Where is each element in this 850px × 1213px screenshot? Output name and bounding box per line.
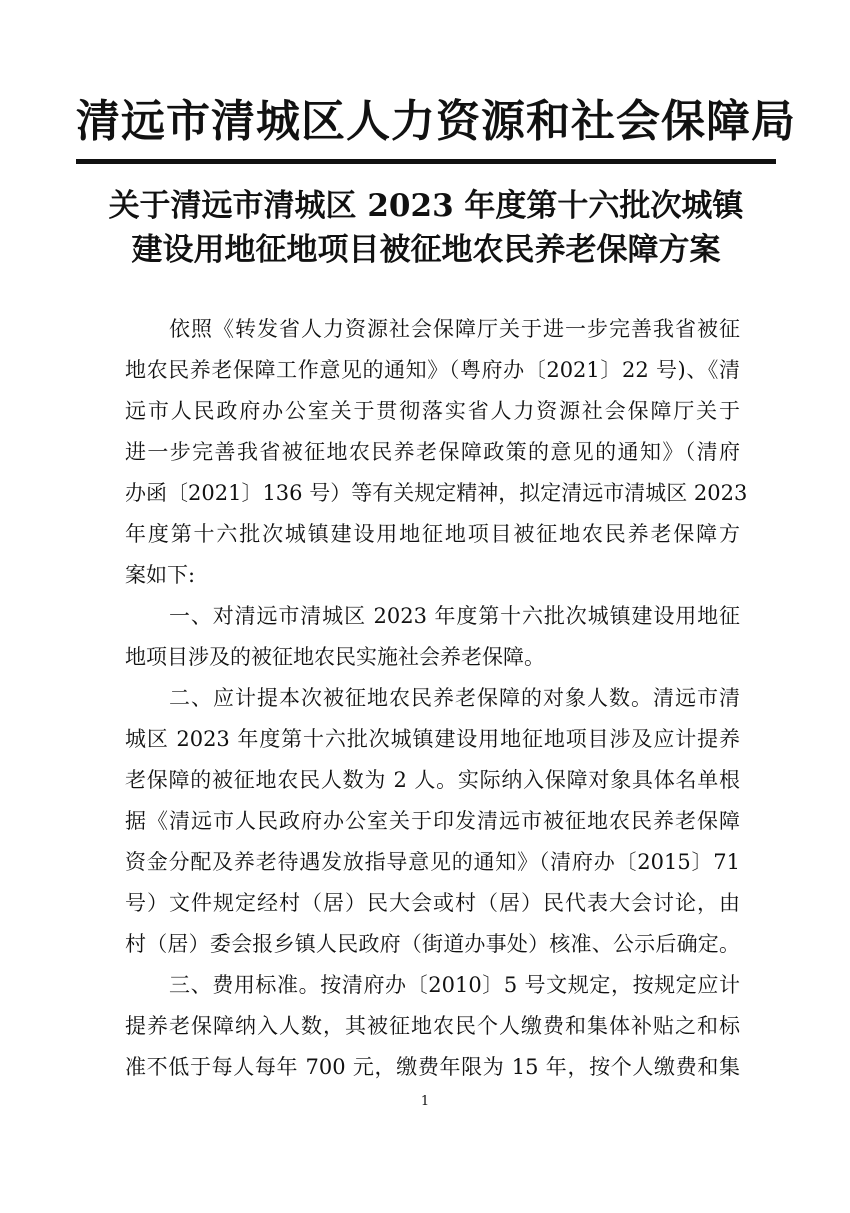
body-line: 年度第十六批次城镇建设用地征地项目被征地农民养老保障方 [125, 522, 740, 546]
body-line: 据《清远市人民政府办公室关于印发清远市被征地农民养老保障 [125, 809, 740, 833]
body-line: 村（居）委会报乡镇人民政府（街道办事处）核准、公示后确定。 [125, 932, 740, 956]
agency-letterhead: 清远市清城区人力资源和社会保障局 [76, 96, 796, 147]
body-line: 远市人民政府办公室关于贯彻落实省人力资源社会保障厅关于 [125, 399, 740, 423]
body-line: 地项目涉及的被征地农民实施社会养老保障。 [125, 645, 545, 669]
title-line-2: 建设用地征地项目被征地农民养老保障方案 [131, 232, 721, 268]
body-line: 案如下: [125, 563, 196, 587]
body-line: 办函〔2021〕136 号）等有关规定精神，拟定清远市清城区 2023 [125, 481, 748, 505]
body-line: 三、费用标准。按清府办〔2010〕5 号文规定，按规定应计 [169, 973, 740, 997]
body-line: 城区 2023 年度第十六批次城镇建设用地征地项目涉及应计提养 [125, 727, 740, 751]
body-line: 依照《转发省人力资源社会保障厅关于进一步完善我省被征 [169, 317, 740, 341]
body-line: 号）文件规定经村（居）民大会或村（居）民代表大会讨论，由 [125, 891, 740, 915]
page-number: 1 [420, 1094, 430, 1109]
document-title [76, 184, 776, 272]
letterhead-divider [76, 159, 776, 164]
body-line: 二、应计提本次被征地农民养老保障的对象人数。清远市清 [169, 686, 740, 710]
body-line: 地农民养老保障工作意见的通知》（粤府办〔2021〕22 号)、《清 [125, 358, 740, 382]
title-line-1: 关于清远市清城区 2023 年度第十六批次城镇 [108, 188, 744, 224]
document-body [125, 309, 748, 1088]
body-line: 一、对清远市清城区 2023 年度第十六批次城镇建设用地征 [169, 604, 740, 628]
body-line: 进一步完善我省被征地农民养老保障政策的意见的通知》（清府 [125, 440, 740, 464]
body-line: 准不低于每人每年 700 元，缴费年限为 15 年，按个人缴费和集 [125, 1055, 740, 1079]
body-line: 资金分配及养老待遇发放指导意见的通知》（清府办〔2015〕71 [125, 850, 740, 874]
body-line: 老保障的被征地农民人数为 2 人。实际纳入保障对象具体名单根 [125, 768, 740, 792]
body-line: 提养老保障纳入人数，其被征地农民个人缴费和集体补贴之和标 [125, 1014, 740, 1038]
